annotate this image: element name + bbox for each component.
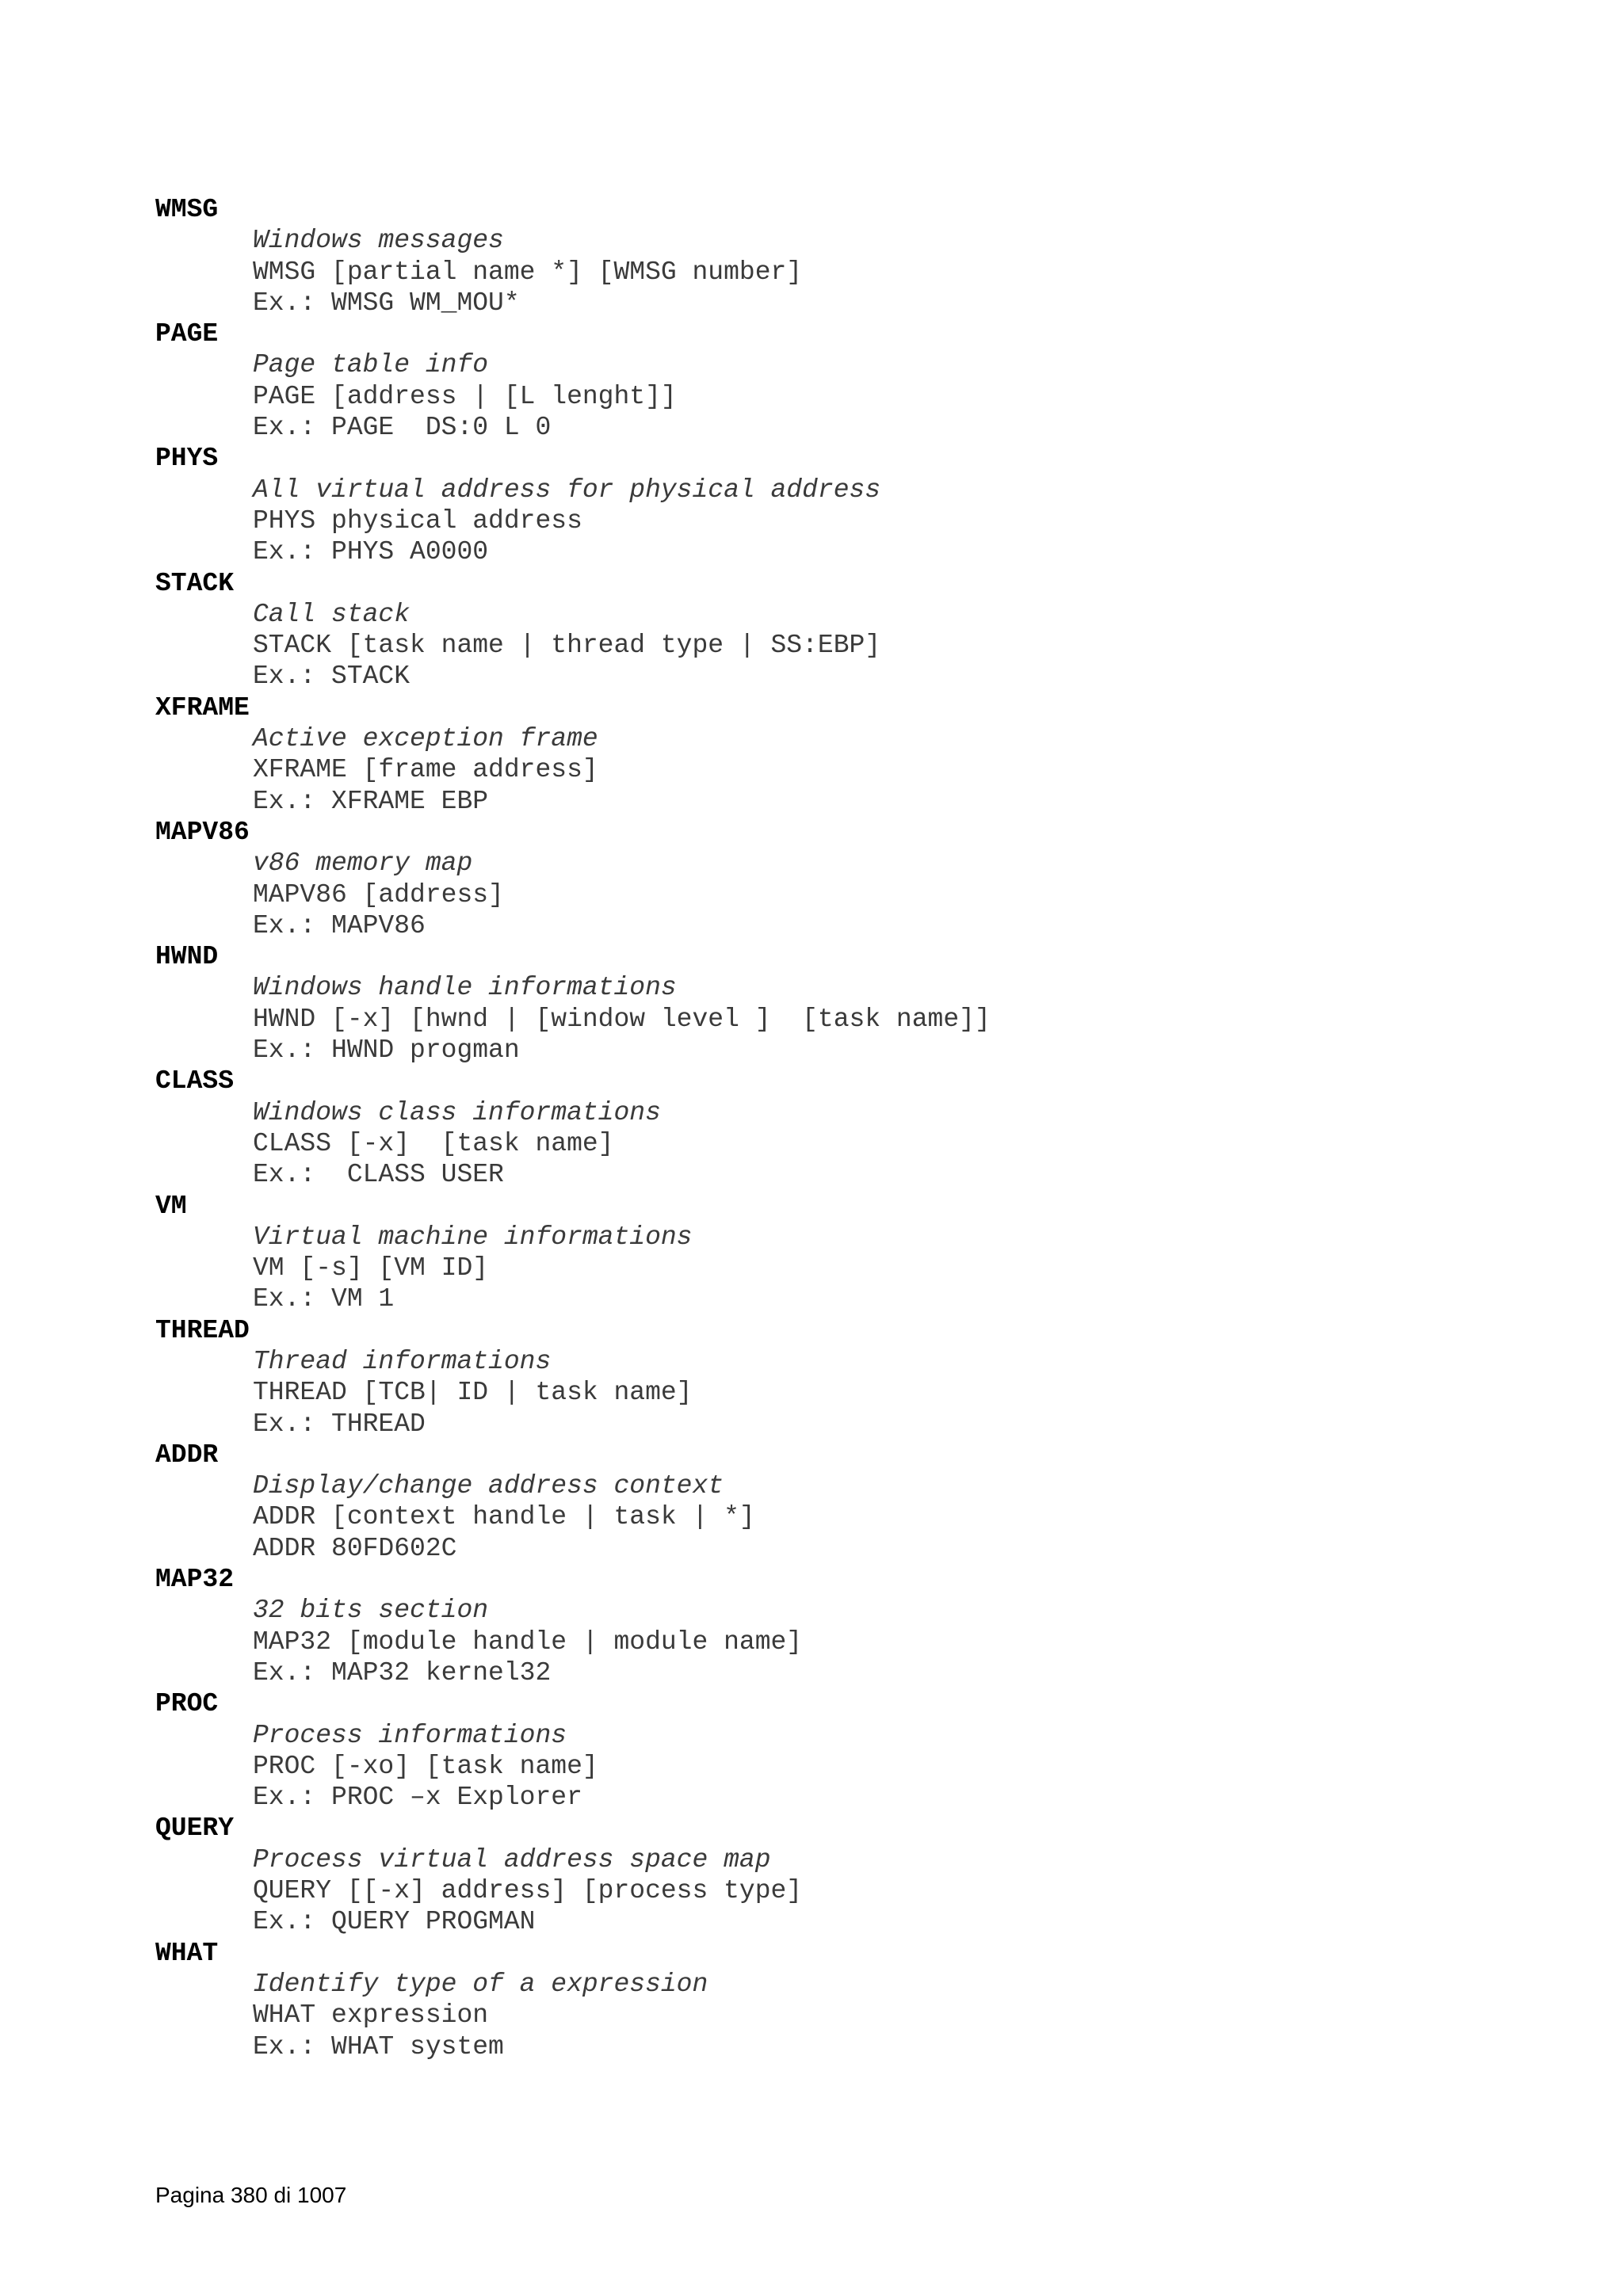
command-entry-proc xyxy=(155,1688,1582,1813)
command-example: Ex.: CLASS USER xyxy=(253,1160,504,1190)
command-syntax: PROC [-xo] [task name] xyxy=(253,1751,598,1781)
command-entry-addr xyxy=(155,1440,1582,1564)
command-name: THREAD xyxy=(155,1315,250,1345)
command-example: Ex.: PROC –x Explorer xyxy=(253,1783,582,1813)
command-name: PROC xyxy=(155,1689,219,1719)
command-example: Ex.: VM 1 xyxy=(253,1284,395,1314)
command-syntax: MAPV86 [address] xyxy=(253,879,504,910)
command-description: Windows handle informations xyxy=(253,973,677,1003)
command-entry-what xyxy=(155,1938,1582,2062)
command-name: MAP32 xyxy=(155,1565,235,1595)
command-name: HWND xyxy=(155,942,219,972)
command-example: Ex.: HWND progman xyxy=(253,1035,520,1066)
command-description: Process informations xyxy=(253,1720,567,1750)
command-description: v86 memory map xyxy=(253,849,473,879)
command-description: Thread informations xyxy=(253,1346,552,1376)
command-description: All virtual address for physical address xyxy=(253,475,881,505)
command-entry-hwnd xyxy=(155,941,1582,1066)
command-example: Ex.: PHYS A0000 xyxy=(253,537,489,567)
command-description: Windows class informations xyxy=(253,1097,661,1127)
command-syntax: MAP32 [module handle | module name] xyxy=(253,1627,803,1657)
command-entry-map32 xyxy=(155,1564,1582,1688)
command-entry-query xyxy=(155,1813,1582,1937)
command-example: Ex.: QUERY PROGMAN xyxy=(253,1907,536,1937)
command-syntax: VM [-s] [VM ID] xyxy=(253,1253,489,1283)
command-syntax: XFRAME [frame address] xyxy=(253,755,598,785)
command-example: Ex.: WHAT system xyxy=(253,2031,504,2061)
command-example: Ex.: STACK xyxy=(253,662,411,692)
command-entry-stack xyxy=(155,568,1582,692)
command-description: Windows messages xyxy=(253,226,504,256)
command-name: VM xyxy=(155,1191,187,1221)
command-syntax: STACK [task name | thread type | SS:EBP] xyxy=(253,631,881,661)
command-description: Active exception frame xyxy=(253,724,598,754)
command-name: QUERY xyxy=(155,1814,235,1844)
command-entry-mapv86 xyxy=(155,817,1582,941)
command-syntax: QUERY [[-x] address] [process type] xyxy=(253,1876,803,1906)
command-description: Process virtual address space map xyxy=(253,1844,771,1875)
page-number-footer: Pagina 380 di 1007 xyxy=(155,2183,347,2207)
command-name: STACK xyxy=(155,568,235,598)
command-example: Ex.: XFRAME EBP xyxy=(253,786,489,816)
command-name: PHYS xyxy=(155,444,219,474)
command-entry-xframe xyxy=(155,692,1582,817)
command-description: Virtual machine informations xyxy=(253,1222,693,1252)
command-example: Ex.: PAGE DS:0 L 0 xyxy=(253,413,552,443)
command-description: Page table info xyxy=(253,350,489,380)
command-syntax: PHYS physical address xyxy=(253,505,582,536)
command-name: CLASS xyxy=(155,1066,235,1097)
command-description: Display/change address context xyxy=(253,1471,724,1501)
command-syntax: WHAT expression xyxy=(253,2000,489,2031)
command-entry-phys xyxy=(155,443,1582,567)
command-example: Ex.: THREAD xyxy=(253,1409,426,1439)
command-entry-class xyxy=(155,1066,1582,1190)
command-example: Ex.: WMSG WM_MOU* xyxy=(253,288,520,318)
command-description: Call stack xyxy=(253,599,411,629)
command-list xyxy=(155,194,1582,2062)
command-syntax: PAGE [address | [L lenght]] xyxy=(253,381,677,411)
command-description: Identify type of a expression xyxy=(253,1969,708,1999)
command-syntax: WMSG [partial name *] [WMSG number] xyxy=(253,257,803,287)
command-syntax: ADDR [context handle | task | *] xyxy=(253,1502,755,1532)
command-description: 32 bits section xyxy=(253,1596,489,1626)
command-syntax: THREAD [TCB| ID | task name] xyxy=(253,1378,693,1408)
command-entry-thread xyxy=(155,1315,1582,1440)
command-example: ADDR 80FD602C xyxy=(253,1533,457,1563)
command-name: WHAT xyxy=(155,1938,219,1968)
command-entry-page xyxy=(155,318,1582,443)
command-name: ADDR xyxy=(155,1440,219,1470)
command-entry-wmsg xyxy=(155,194,1582,318)
command-syntax: HWND [-x] [hwnd | [window level ] [task name]] xyxy=(253,1004,991,1034)
command-name: MAPV86 xyxy=(155,817,250,847)
command-syntax: CLASS [-x] [task name] xyxy=(253,1128,614,1158)
command-name: XFRAME xyxy=(155,692,250,723)
command-example: Ex.: MAP32 kernel32 xyxy=(253,1657,552,1688)
command-name: PAGE xyxy=(155,319,219,349)
command-example: Ex.: MAPV86 xyxy=(253,910,426,940)
command-name: WMSG xyxy=(155,195,219,224)
command-entry-vm xyxy=(155,1191,1582,1315)
